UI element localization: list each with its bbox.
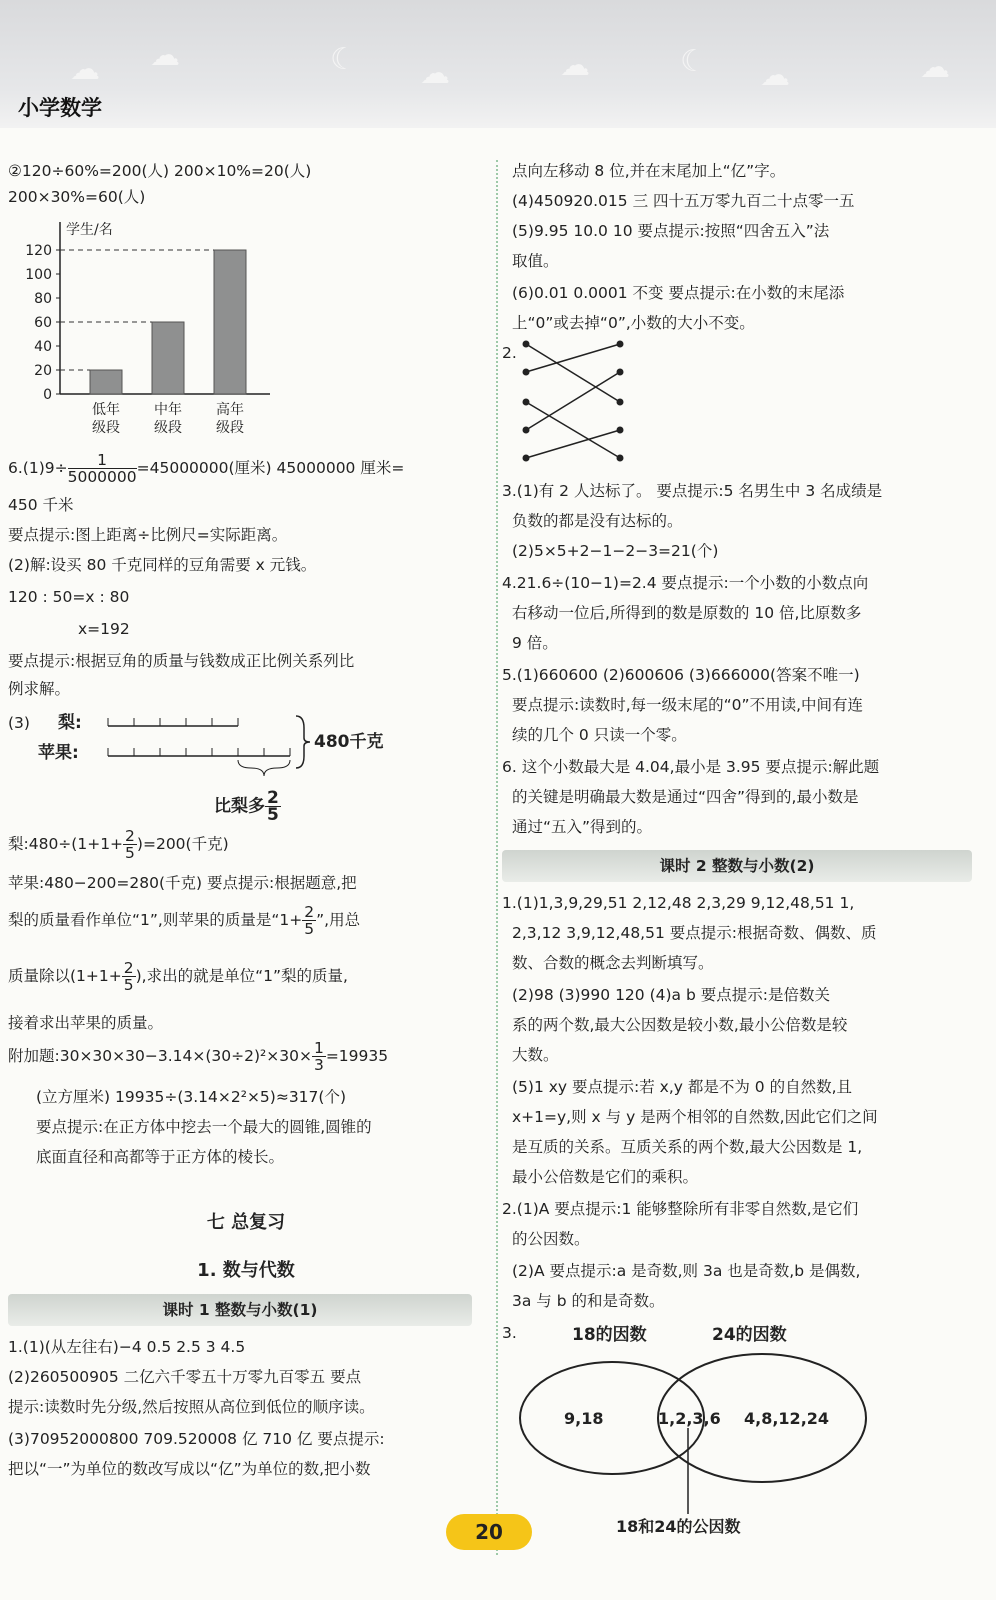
- y-tick-label: 120: [25, 243, 52, 259]
- pear-equation: [8, 828, 229, 861]
- cloud-icon: ☁: [70, 52, 100, 87]
- y-tick-label: 40: [34, 339, 52, 355]
- q6-text: =45000000(厘米) 45000000 厘米=: [136, 459, 405, 477]
- venn-common: 1,2,3,6: [658, 1409, 721, 1428]
- y-tick-label: 80: [34, 291, 52, 307]
- more-text: 比梨多: [214, 796, 265, 817]
- tip-text: 质量除以(1+1+: [8, 967, 122, 985]
- tip-line: 接着求出苹果的质量。: [8, 1014, 164, 1032]
- x-tick-label: 高年: [216, 402, 244, 418]
- tip-line: 的公因数。: [512, 1230, 590, 1248]
- answer-line: ②120÷60%=200(人) 200×10%=20(人): [8, 162, 312, 180]
- lesson-header: 课时 1 整数与小数(1): [8, 1294, 472, 1326]
- fraction-denominator: 5: [267, 805, 279, 825]
- extra-question: [8, 1040, 388, 1073]
- tip-line: 要点提示:在正方体中挖去一个最大的圆锥,圆锥的: [36, 1118, 372, 1136]
- tip-text: 梨的质量看作单位“1”,则苹果的质量是“1+: [8, 911, 303, 929]
- tip-line: 要点提示:根据豆角的质量与钱数成正比例关系列比: [8, 652, 355, 670]
- equation-text: )=200(千克): [136, 835, 229, 853]
- answer-line: x=192: [78, 620, 130, 638]
- cloud-icon: ☁: [150, 38, 180, 73]
- fraction-denominator: 5000000: [67, 468, 137, 486]
- bar: [90, 370, 122, 394]
- y-tick-label: 100: [25, 267, 52, 283]
- venn-caption: 18和24的公因数: [616, 1517, 741, 1536]
- question-number: 2.: [502, 344, 517, 362]
- moon-icon: ☾: [680, 44, 707, 79]
- fraction: [265, 790, 281, 823]
- equation-text: 附加题:30×30×30−3.14×(30÷2)²×30×: [8, 1047, 312, 1065]
- tip-line: 底面直径和高都等于正方体的棱长。: [36, 1148, 285, 1166]
- tip-line: 续的几个 0 只读一个零。: [512, 726, 687, 744]
- apple-label: 苹果:: [38, 743, 79, 763]
- fraction-denominator: 5: [123, 976, 134, 994]
- section-title: 1. 数与代数: [197, 1260, 295, 1281]
- venn-left-title: 18的因数: [572, 1325, 647, 1345]
- x-tick-label: 低年: [92, 402, 120, 418]
- more-label: [214, 790, 281, 823]
- fraction: [68, 452, 137, 485]
- fraction: [123, 828, 137, 861]
- tip-line: 3a 与 b 的和是奇数。: [512, 1292, 665, 1310]
- fraction: [312, 1040, 326, 1073]
- answer-line: (5)9.95 10.0 10 要点提示:按照“四舍五入”法: [512, 222, 830, 240]
- answer-line: 6. 这个小数最大是 4.04,最小是 3.95 要点提示:解此题: [502, 758, 880, 776]
- answer-line: 负数的都是没有达标的。: [512, 512, 683, 530]
- tip-line: 通过“五入”得到的。: [512, 818, 653, 836]
- answer-line: 200×30%=60(人): [8, 188, 146, 206]
- page-number: 20: [446, 1514, 532, 1550]
- x-tick-label: 中年: [154, 402, 182, 418]
- fraction-numerator: 1: [68, 452, 137, 469]
- answer-line: 2,3,12 3,9,12,48,51 要点提示:根据奇数、偶数、质: [512, 924, 877, 942]
- tip-line: 的关键是明确最大数是通过“四舍”得到的,最小数是: [512, 788, 859, 806]
- lesson-header: 课时 2 整数与小数(2): [502, 850, 972, 882]
- bar-chart: [8, 214, 288, 444]
- total-label: 480千克: [314, 732, 384, 752]
- tip-line: 最小公倍数是它们的乘积。: [512, 1168, 699, 1186]
- fraction-denominator: 3: [313, 1056, 324, 1074]
- tip-line: 例求解。: [8, 680, 71, 698]
- header-banner: [0, 0, 996, 128]
- cloud-icon: ☁: [760, 58, 790, 93]
- fraction-numerator: 1: [313, 1039, 324, 1057]
- venn-left-only: 9,18: [564, 1409, 604, 1428]
- tip-line: 是互质的关系。互质关系的两个数,最大公因数是 1,: [512, 1138, 863, 1156]
- cloud-icon: ☁: [420, 56, 450, 91]
- fraction-denominator: 5: [304, 920, 315, 938]
- pear-label: 梨:: [58, 713, 82, 733]
- q6-text: 6.(1)9÷: [8, 459, 68, 477]
- answer-line: (2)5×5+2−1−2−3=21(个): [512, 542, 719, 560]
- answer-line: 1.(1)1,3,9,29,51 2,12,48 2,3,29 9,12,48,51 1,: [502, 894, 855, 912]
- answer-line: 120 : 50=x : 80: [8, 588, 130, 606]
- answer-line: (6)0.01 0.0001 不变 要点提示:在小数的末尾添: [512, 284, 845, 302]
- tip-line: 要点提示:读数时,每一级末尾的“0”不用读,中间有连: [512, 696, 863, 714]
- x-tick-label: 级段: [154, 420, 182, 436]
- answer-line: (4)450920.015 三 四十五万零九百二十点零一五: [512, 192, 855, 210]
- x-tick-label: 级段: [92, 420, 120, 436]
- venn-right-title: 24的因数: [712, 1325, 787, 1345]
- answer-line: 苹果:480−200=280(千克) 要点提示:根据题意,把: [8, 874, 357, 892]
- answer-line: 5.(1)660600 (2)600606 (3)666000(答案不唯一): [502, 666, 860, 684]
- equation-text: =19935: [325, 1047, 389, 1065]
- segment-diagram: [38, 708, 418, 825]
- fraction: [122, 960, 136, 993]
- answer-line: (2)98 (3)990 120 (4)a b 要点提示:是倍数关: [512, 986, 830, 1004]
- fraction-numerator: 2: [304, 903, 315, 921]
- x-tick-label: 级段: [216, 420, 244, 436]
- y-axis-label: 学生/名: [66, 222, 113, 238]
- answer-line: (2)260500905 二亿六千零五十万零九百零五 要点: [8, 1368, 362, 1386]
- fraction-numerator: 2: [267, 788, 279, 808]
- answer-line: 9 倍。: [512, 634, 558, 652]
- answer-line: 取值。: [512, 252, 559, 270]
- answer-line: 1.(1)(从左往右)−4 0.5 2.5 3 4.5: [8, 1338, 246, 1356]
- tip-text: ),求出的就是单位“1”梨的质量,: [135, 967, 348, 985]
- y-tick-label: 60: [34, 315, 52, 331]
- fraction-numerator: 2: [125, 827, 135, 845]
- tip-line: 大数。: [512, 1046, 559, 1064]
- answer-line: 4.21.6÷(10−1)=2.4 要点提示:一个小数的小数点向: [502, 574, 869, 592]
- fraction-numerator: 2: [123, 959, 134, 977]
- bar: [152, 322, 184, 394]
- answer-line: (2)A 要点提示:a 是奇数,则 3a 也是奇数,b 是偶数,: [512, 1262, 861, 1280]
- venn-right-only: 4,8,12,24: [744, 1409, 830, 1428]
- tip-line: 数、合数的概念去判断填写。: [512, 954, 714, 972]
- answer-line: 上“0”或去掉“0”,小数的大小不变。: [512, 314, 755, 332]
- chapter-title: 七 总复习: [206, 1212, 286, 1233]
- answer-line: (3)70952000800 709.520008 亿 710 亿 要点提示:: [8, 1430, 385, 1448]
- fraction-denominator: 5: [125, 844, 135, 862]
- answer-line: 3.(1)有 2 人达标了。 要点提示:5 名男生中 3 名成绩是: [502, 482, 883, 500]
- tip-text: ”,用总: [316, 911, 361, 929]
- subject-title: 小学数学: [18, 96, 102, 120]
- y-tick-label: 0: [43, 387, 52, 403]
- answer-line: 450 千米: [8, 496, 74, 514]
- answer-line: 点向左移动 8 位,并在末尾加上“亿”字。: [512, 162, 786, 180]
- tip-line: 要点提示:图上距离÷比例尺=实际距离。: [8, 526, 288, 544]
- answer-line: (立方厘米) 19935÷(3.14×2²×5)≈317(个): [36, 1088, 347, 1106]
- fraction: [302, 904, 316, 937]
- tip-line: 提示:读数时先分级,然后按照从高位到低位的顺序读。: [8, 1398, 375, 1416]
- tip-line: 把以“一”为单位的数改写成以“亿”为单位的数,把小数: [8, 1460, 371, 1478]
- tip-line: [8, 960, 348, 993]
- tip-line: x+1=y,则 x 与 y 是两个相邻的自然数,因此它们之间: [512, 1108, 878, 1126]
- moon-icon: ☾: [330, 42, 357, 77]
- equation-text: 梨:480÷(1+1+: [8, 835, 124, 853]
- matching-lines: [512, 338, 632, 478]
- question-number: 3.: [502, 1324, 517, 1342]
- question-number: (3): [8, 714, 30, 732]
- answer-line: 2.(1)A 要点提示:1 能够整除所有非零自然数,是它们: [502, 1200, 859, 1218]
- bar: [214, 250, 246, 394]
- q6-line: [8, 452, 404, 485]
- answer-line: (2)解:设买 80 千克同样的豆角需要 x 元钱。: [8, 556, 317, 574]
- tip-line: [8, 904, 360, 937]
- y-tick-label: 20: [34, 363, 52, 379]
- tip-line: 系的两个数,最大公因数是较小数,最小公倍数是较: [512, 1016, 848, 1034]
- answer-line: 右移动一位后,所得到的数是原数的 10 倍,比原数多: [512, 604, 862, 622]
- column-divider: [496, 160, 498, 1555]
- answer-line: (5)1 xy 要点提示:若 x,y 都是不为 0 的自然数,且: [512, 1078, 853, 1096]
- cloud-icon: ☁: [560, 48, 590, 83]
- venn-shapes: [512, 1316, 872, 1546]
- venn-diagram: [512, 1316, 872, 1546]
- cloud-icon: ☁: [920, 50, 950, 85]
